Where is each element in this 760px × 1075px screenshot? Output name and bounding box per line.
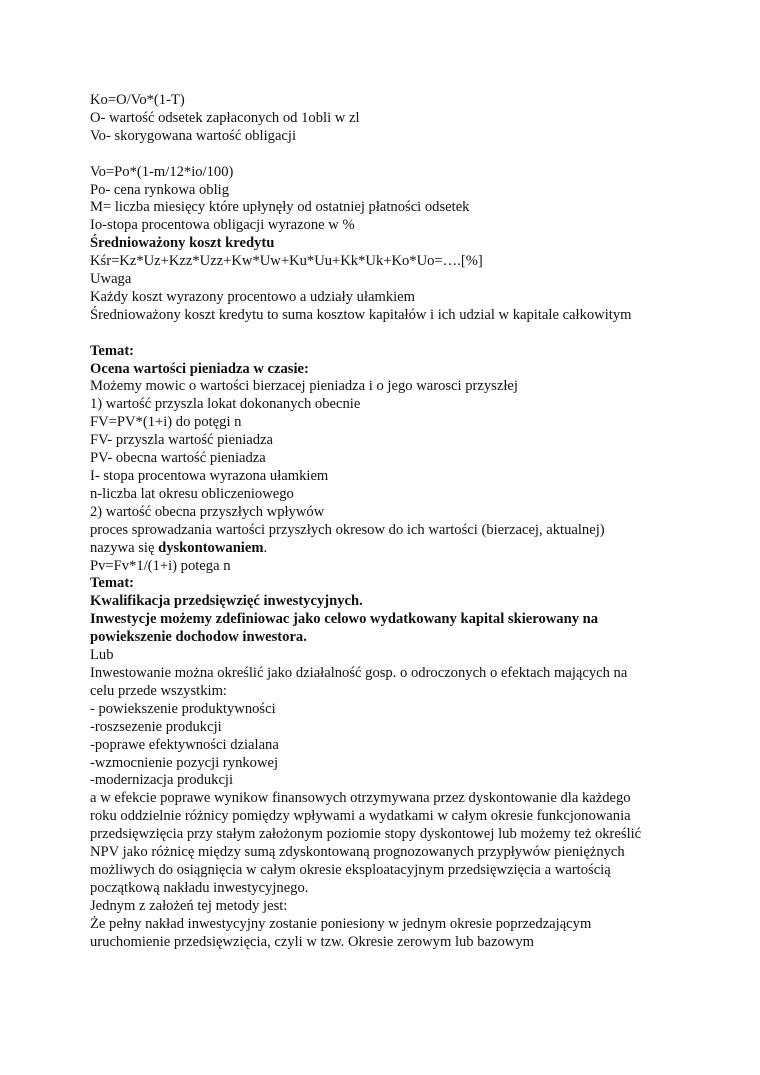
formula-ko: Ko=O/Vo*(1-T)	[90, 92, 185, 108]
text-line: początkową nakładu inwestycyjnego.	[90, 879, 309, 896]
formula-fv: FV=PV*(1+i) do potęgi n	[90, 414, 242, 431]
heading-time-value: Ocena wartości pieniadza w czasie:	[90, 360, 309, 377]
bold-definition-2: powiekszenie dochodow inwestora.	[90, 629, 307, 646]
note-text-2: Średnioważony koszt kredytu to suma kosztow kapitałów i ich udzial w kapitale całkowitym	[90, 306, 632, 323]
formula-vo: Vo=Po*(1-m/12*io/100)	[90, 163, 234, 180]
text-line: Jednym z założeń tej metody jest:	[90, 897, 288, 914]
text-fragment: nazywa się	[90, 539, 159, 556]
paragraph-spacer	[90, 146, 730, 164]
discounting-line	[90, 540, 730, 558]
document-page	[90, 92, 730, 951]
text-line: a w efekcie poprawe wynikow finansowych otrzymywana przez dyskontowanie dla każdego	[90, 790, 631, 807]
note-label: Uwaga	[90, 271, 132, 288]
text-line: proces sprowadzania wartości przyszłych okresow do ich wartości (bierzacej, aktualnej)	[90, 521, 605, 538]
definition-io: Io-stopa procentowa obligacji wyrazone w %	[90, 217, 355, 234]
list-item: -wzmocnienie pozycji rynkowej	[90, 754, 279, 771]
bold-term-discounting: dyskontowaniem	[158, 539, 264, 556]
definition-fv: FV- przyszla wartość pieniadza	[90, 432, 274, 449]
formula-pv: Pv=Fv*1/(1+i) potega n	[90, 557, 231, 574]
text-line: Że pełny nakład inwestycyjny zostanie poniesiony w jednym okresie poprzedzającym	[90, 915, 592, 932]
topic-label: Temat:	[90, 342, 135, 359]
definition-po: Po- cena rynkowa oblig	[90, 181, 230, 198]
heading-weighted-cost: Średnioważony koszt kredytu	[90, 235, 275, 252]
text-line: Możemy mowic o wartości bierzacej pieniadza i o jego warosci przyszłej	[90, 378, 518, 395]
heading-investment-qualification: Kwalifikacja przedsięwzięć inwestycyjnych.	[90, 593, 363, 610]
text-line: Inwestowanie można określić jako działalność gosp. o odroczonych o efektach mających na	[90, 664, 628, 681]
bold-definition-1: Inwestycje możemy zdefiniowac jako celowo wydatkowany kapital skierowany na	[90, 611, 599, 628]
list-item: - powiekszenie produktywności	[90, 700, 276, 717]
definition-vo: Vo- skorygowana wartość obligacji	[90, 127, 297, 144]
definition-m: M= liczba miesięcy które upłynęły od ostatniej płatności odsetek	[90, 199, 470, 216]
definition-n: n-liczba lat okresu obliczeniowego	[90, 485, 294, 502]
list-item: -poprawe efektywności dzialana	[90, 736, 279, 753]
text-fragment: .	[263, 539, 268, 556]
list-item: -roszsezenie produkcji	[90, 718, 222, 735]
paragraph-spacer	[90, 325, 730, 343]
definition-pv: PV- obecna wartość pieniadza	[90, 450, 266, 467]
note-text-1: Każdy koszt wyrazony procentowo a udziały ułamkiem	[90, 288, 416, 305]
topic-label: Temat:	[90, 575, 135, 592]
text-line: celu przede wszystkim:	[90, 682, 227, 699]
text-line: uruchomienie przedsięwzięcia, czyli w tzw. Okresie zerowym lub bazowym	[90, 933, 534, 950]
text-line: Lub	[90, 647, 114, 664]
text-line: NPV jako różnicę między sumą zdyskontowaną prognozowanych przypływów pieniężnych	[90, 844, 625, 861]
text-line: możliwych do osiągnięcia w całym okresie eksploatacyjnym przedsięwzięcia a wartością	[90, 861, 611, 878]
definition-i: I- stopa procentowa wyrazona ułamkiem	[90, 468, 329, 484]
text-line: przedsięwzięcia przy stałym założonym poziomie stopy dyskontowej lub możemy też określić	[90, 826, 642, 843]
definition-o: O- wartość odsetek zapłaconych od 1obli w zl	[90, 109, 360, 126]
list-item: -modernizacja produkcji	[90, 772, 234, 789]
text-line: 1) wartość przyszla lokat dokonanych obecnie	[90, 396, 361, 413]
text-line: roku oddzielnie różnicy pomiędzy wpływami a wydatkami w całym okresie funkcjonowania	[90, 808, 631, 825]
text-line: 2) wartość obecna przyszłych wpływów	[90, 503, 325, 520]
formula-ksr: Kśr=Kz*Uz+Kzz*Uzz+Kw*Uw+Ku*Uu+Kk*Uk+Ko*Uo=….[%]	[90, 253, 483, 270]
